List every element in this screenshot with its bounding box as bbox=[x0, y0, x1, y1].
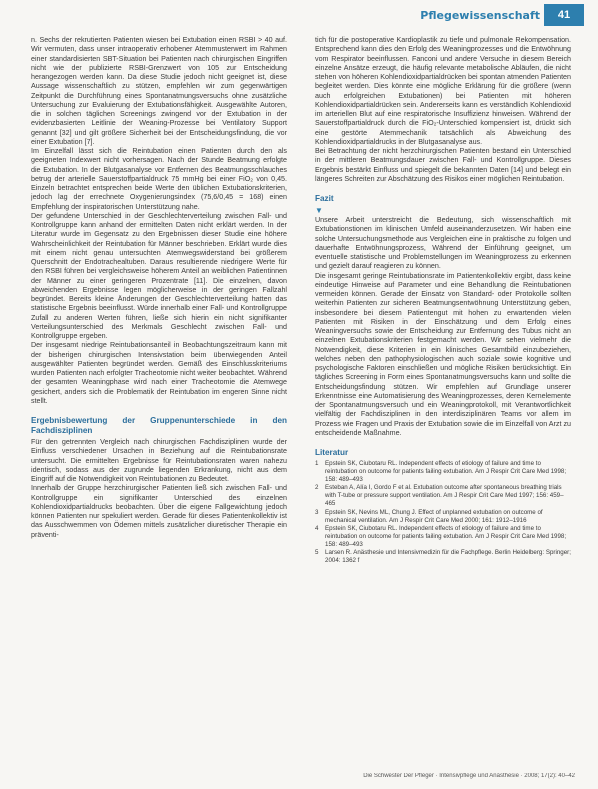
body-paragraph: Im Einzelfall lässt sich die Reintubation einen Patienten durch den als geeigneten Indexwert nicht vorhersagen. Nach der Stunde Beatmung erfolgte die Extubation. In der Blutgasanalyse vor Entfernen des Beatmungsschlauches betrug der arterielle Sauerstoffpartialdruck 75 mmHg bei einer FiO₂ von 0,45. Einzeln betrachtet entsprechen beide Werte den üblichen Extubationskriterien, jedoch lag der errechnete Oxygenierungsindex (75,6/0,45 = 168) einen Empfehlung der inspiratorischen Unterstützung nahe. bbox=[31, 147, 287, 211]
reference-item: 4 Epstein SK, Ciubotaru RL. Independent effects of etiology of failure and time to reintubation on outcome for patients failing extubation. Am J Respir Crit Care Med 1998; 158: 489–493 bbox=[315, 524, 567, 548]
body-paragraph: Der insgesamt niedrige Reintubationsanteil in Beobachtungszeitraum kann mit der bisherigen chirurgischen Intensivstation beim überwiegenden Anteil ausgewählter Patienten begründet werden. Gemäß des Einschlusskriteriums wurden Patienten nach erfolgter Tracheotomie nicht weiter beobachtet. Während der gesamten Weaningphase wird nach einer Tracheotomie die Atemwege gesichert, anders sich die Problematik der Reintubation im engeren Sinne nicht stellt. bbox=[31, 341, 287, 405]
body-paragraph: n. Sechs der rekrutierten Patienten wiesen bei Extubation einen RSBI > 40 auf. Wir vermuten, dass unser intraoperativ erhobener Atemmusterwert im Rahmen einer standardisierten SBT-Situation bei Patienten nach chirurgischen Eingriffen nicht wie der publizierte RSBI-Grenzwert von 105 zur Entscheidung herangezogen werden kann. Da diese Studie jedoch nicht geeignet ist, diese Aussage wissenschaftlich zu stützen, empfehlen wir zum gegenwärtigen Zeitpunkt die Durchführung eines Spontanatmungsversuchs ohne zusätzliche Untersuchung zur Evaluierung der Extubationsfähigkeit. Ausgewählte Autoren, die in solchen täglichen Screenings zwingend vor der Extubation in der evidenzbasierten Leitlinie der Weaning-Prozesse bei Ventilatory Support genannt [32] und gilt größere Sicherheit bei der Entscheidungsfindung, die vor einer Extubation [7]. bbox=[31, 36, 287, 146]
body-paragraph: Unsere Arbeit unterstreicht die Bedeutung, sich wissenschaftlich mit Extubationstionen im klinischen Umfeld auseinanderzusetzen. Wir haben eine solche Untersuchungsmethode aus Vergleichen eine in praktische zu folgen und dauerhafte Entwöhnungsprozess, Während der Einführung geeignet, um eventuelle statistische und Problemstellungen im Weaningprozess zu erkennen und gezielt darauf reagieren zu können. bbox=[315, 216, 571, 271]
page-footer: Die Schwester Der Pfleger · Intensivpflege und Anästhesie · 2008; 17(2): 40–42 bbox=[363, 773, 575, 779]
body-paragraph: Für den getrennten Vergleich nach chirurgischen Fachdisziplinen wurde der Einfluss verschiedener Ursachen in Beziehung auf die Reintubationsrate untersucht. Die ermittelten Ergebnisse für Reintubationsraten waren nahezu identisch, sodass aus der zugrunde liegenden Erkrankung, nicht aus dem Eingriff auf die Notwendigkeit von Reintubationen zu Bedeutet. bbox=[31, 438, 287, 483]
section-arrow-icon: ▼ bbox=[315, 206, 323, 215]
reference-item: 1 Epstein SK, Ciubotaru RL. Independent effects of etiology of failure and time to reintubation on outcome for patients failing extubation. Am J Respir Crit Care Med 1998; 158: 489–493 bbox=[315, 460, 567, 484]
body-paragraph: Bei Betrachtung der nicht herzchirurgischen Patienten bestand ein Unterschied in der mittleren Beatmungsdauer zwischen Fall- und Kontrollgruppe. Dieses Ergebnis bestärkt Einfluss und spiegelt die bekannten Daten [14] und belegt ein längeres Schreiten zur Abschätzung des Risikos einer möglichen Reintubation. bbox=[315, 147, 571, 183]
reference-item: 3 Epstein SK, Nevins ML, Chung J. Effect of unplanned extubation on outcome of mechanical ventilation. Am J Respir Crit Care Med 2000; 161: 1912–1916 bbox=[315, 508, 543, 524]
left-column bbox=[31, 36, 287, 766]
body-paragraph: tich für die postoperative Kardioplastik zu tiefe und pulmonale Rekompensation. Entsprechend kann dies den Erfolg des Weaningprozesses und die Entwöhnung vom Respirator beeinflussen. Fanconi und andere Versuche in diesem Bereich einzelne Ansätze erzeugt, die häufig relevante metabolische Abläufen, die nicht stehen von höheren Kohlendioxidpartialdrücken bei spontan atmenden Patienten begleitet werden. Dies könnte eine mögliche Erklärung für die größere (wenn auch erfolgreichen Extubationen) bei Patienten mit höheren Kohlendioxidpartialdrücken sein. Andererseits kann es verständlich Kohlendioxid im arteriellen Blut auf eine respiratorische Insuffizienz hinweisen. Während der Sauerstoffpartialdruck durch die FiO₂-Unterschied kompensiert ist, drückt sich eine gestörte Atemmechanik tatsächlich als Abweichung des Kohlendioxidpartialdrucks in der Blutgasanalyse aus. bbox=[315, 36, 571, 146]
body-paragraph: Innerhalb der Gruppe herzchirurgischer Patienten ließ sich zwischen Fall- und Kontrollgruppe ein signifikanter Unterschied des einzelnen Kohlendioxidpartialdrucks beobachten. Über die eigene Fallgewichtung jedoch können Patienten nur spekuliert werden. Gerade für dieses Patientenkollektiv ist das Ausschwemmen von Ödemen mittels zusätzlicher diuretischer Therapie ein präventi- bbox=[31, 484, 287, 539]
body-paragraph: Der gefundene Unterschied in der Geschlechterverteilung zwischen Fall- und Kontrollgruppe kann anhand der ermittelten Daten nicht erklärt werden. In der Literatur wurde im Gegensatz zu den Ergebnissen dieser Studie eine höhere Wahrscheinlichkeit der Reintubation für Männer beschrieben. Erklärt wurde dies mit einem nicht genau untersuchten Atemwegswiderstand bei größerem Querschnitt der Endotrachealtuben. Daraus resultierende niedrigere Werte für den RSBI führen bei vergleichsweise höherem Anteil an weiblichen Patientinnen der Männer zu einer geringeren Prozentrate [11]. Die einzelnen, davon abweichenden Ergebnisse legen möglicherweise in der geringen Fallzahl begründet. Bereits kleine Änderungen der Geschlechterverteilung hatten das statistische Ergebnis beeinflusst. Würde innerhalb einer Fall- und Kontrollgruppe Zufall zu anderen Werten führen, ließe sich hierin ein nicht signifikanter Verteilungsunterschied des Merkmals Geschlecht zwischen Fall- und Kontrollgruppe ergeben. bbox=[31, 211, 287, 340]
reference-item: 5 Larsen R. Anästhesie und Intensivmedizin für die Fachpflege. Berlin Heidelberg: Springer; 2004: 1362 f bbox=[315, 549, 571, 565]
body-paragraph: Die insgesamt geringe Reintubationsrate im Patientenkollektiv ergibt, dass keine eindeutige Hinweise auf Parameter und eine Behandlung die Reintubationen vermeiden können. Gerade der Einsatz von Standard- oder Protokolle sollten weiterhin Patienten zur sicheren Beatmungsentwöhnung Unterstützung geben, insbesondere bei diesem Patientengut mit hohen zu erwartenden vielen Patienten mit Risiken in der Einschätzung und dem Erfolg eines Weaningversuchs sowie der Entscheidung zur Entfernung des Tubus nicht an einzelnen Extubationskriterien festgemacht werden. Wir sehen vielmehr die Notwendigkeit, diese Kriterien in ein klinisches Gesamtbild einzubeziehen, welches neben den pathophysiologischen auch soziale sowie kognitive und psychologische Faktoren einschließen und mögliche Risiken berücksichtigt. Ein tägliches Screening in Form eines Spontanatmungsversuchs kann und sollte die Entscheidungsfindung stützen. Wir empfehlen auf Grundlage unserer Erkenntnisse eine Automatisierung des Weaningprozesses, deren Kernelemente der Spontanatmungsversuch und ein Weaningprotokoll, mit Verantwortlichkeit vielfältig der Fachdisziplinen in den interdisziplinären Teams vor allem im Prozess wie Fragen und Praxis der Extubation sowie die im Einzelfall von Arzt zu entscheidende Maßnahme. bbox=[315, 271, 571, 437]
journal-section-title: Pflegewissenschaft bbox=[420, 9, 540, 22]
reference-item: 2 Esteban A, Alía I, Gordo F et al. Extubation outcome after spontaneous breathing trials with T-tube or pressure support ventilation. Am J Respir Crit Care Med 1997; 156: 459–465 bbox=[315, 484, 564, 508]
right-column bbox=[315, 36, 571, 766]
section-heading: Ergebnisbewertung der Gruppenunterschiede in den Fachdisziplinen bbox=[31, 416, 287, 435]
page-number-badge: 41 bbox=[544, 4, 584, 26]
literature-heading: Literatur bbox=[315, 448, 349, 457]
page-header bbox=[0, 0, 598, 28]
reference-list bbox=[315, 460, 571, 565]
fazit-heading: Fazit bbox=[315, 194, 334, 203]
